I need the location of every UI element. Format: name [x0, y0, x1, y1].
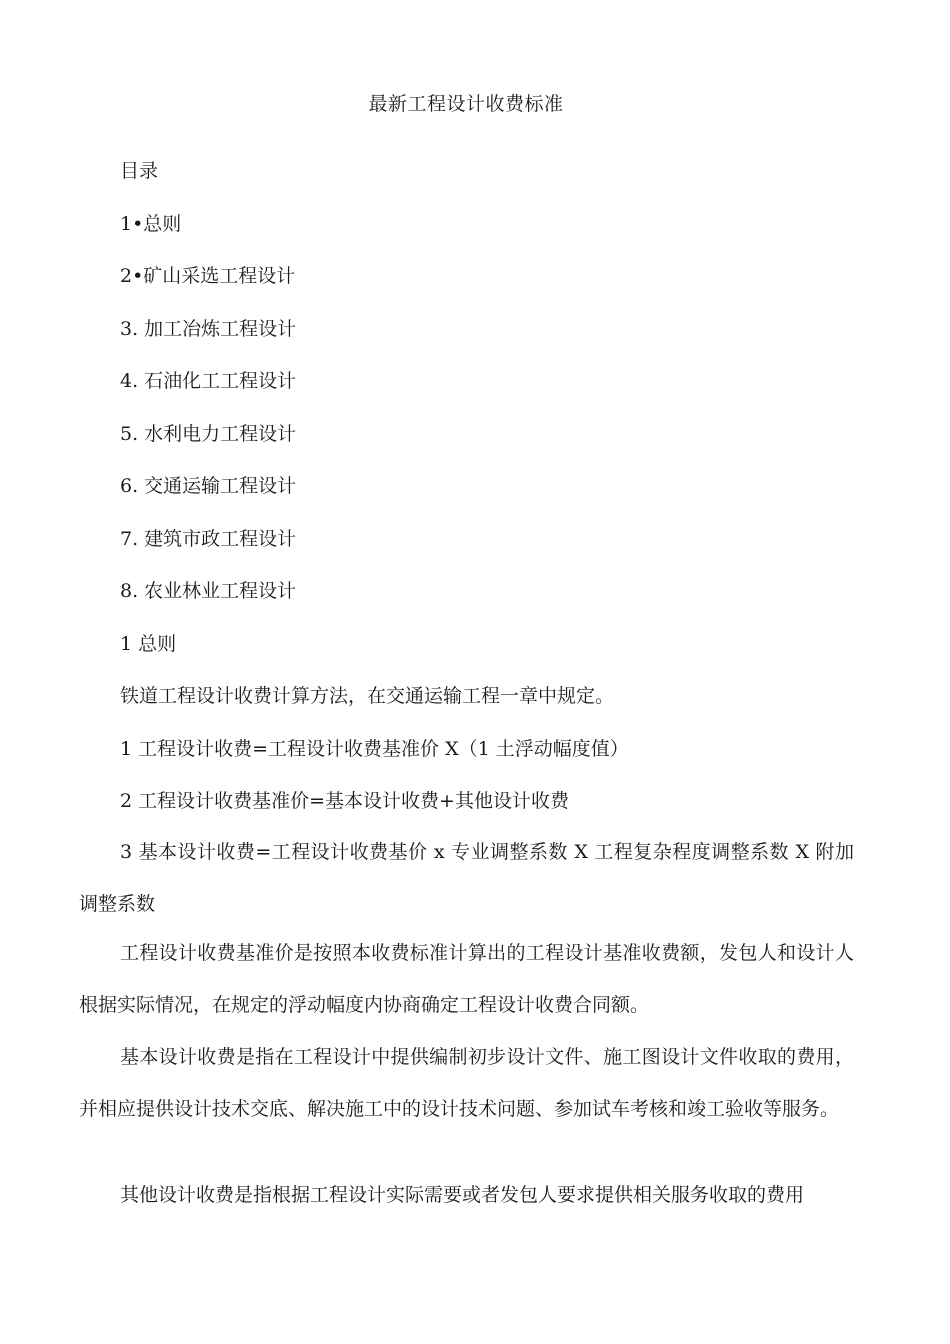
toc-item-3: 3. 加工冶炼工程设计: [120, 318, 297, 340]
paragraph-basic-fee: 基本设计收费是指在工程设计中提供编制初步设计文件、施工图设计文件收取的费用，并相应提供设计技术交底、解决施工中的设计技术问题、参加试车考核和竣工验收等服务。: [79, 1046, 854, 1120]
document-title: 最新工程设计收费标准: [368, 93, 564, 115]
paragraph-other-fee: 其他设计收费是指根据工程设计实际需要或者发包人要求提供相关服务收取的费用: [120, 1184, 805, 1206]
toc-item-5: 5. 水利电力工程设计: [120, 423, 297, 445]
toc-item-8: 8. 农业林业工程设计: [120, 580, 297, 602]
section-heading: 1 总则: [120, 633, 177, 655]
toc-item-1: 1•总则: [120, 213, 182, 235]
section-line-3: 2 工程设计收费基准价=基本设计收费+其他设计收费: [120, 790, 569, 812]
toc-item-4: 4. 石油化工工程设计: [120, 370, 297, 392]
toc-item-2: 2•矿山采选工程设计: [120, 265, 296, 287]
paragraph-base-price: 工程设计收费基准价是按照本收费标准计算出的工程设计基准收费额，发包人和设计人根据实际情况，在规定的浮动幅度内协商确定工程设计收费合同额。: [79, 942, 854, 1016]
toc-item-7: 7. 建筑市政工程设计: [120, 528, 297, 550]
section-line-1: 铁道工程设计收费计算方法，在交通运输工程一章中规定。: [120, 685, 615, 707]
toc-heading: 目录: [120, 160, 159, 182]
paragraph-formula: 3 基本设计收费=工程设计收费基价 x 专业调整系数 X 工程复杂程度调整系数 X 附加调整系数: [79, 841, 854, 915]
section-line-2: 1 工程设计收费=工程设计收费基准价 X（1 土浮动幅度值）: [120, 738, 629, 760]
toc-item-6: 6. 交通运输工程设计: [120, 475, 297, 497]
